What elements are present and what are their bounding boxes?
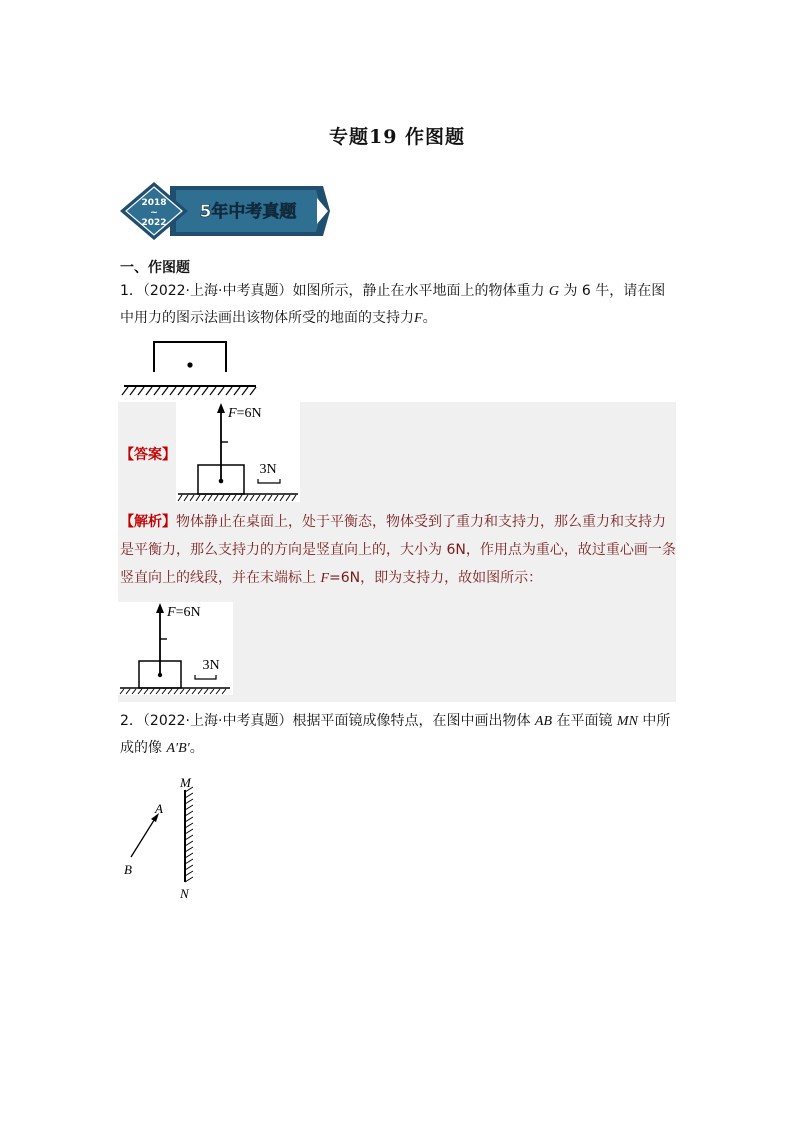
label-a: A bbox=[155, 801, 163, 816]
banner-year-start: 2018 bbox=[141, 198, 167, 208]
analysis-text bbox=[120, 508, 676, 593]
question-1 bbox=[120, 278, 676, 332]
label-m: M bbox=[180, 775, 191, 790]
banner-year-sep: ~ bbox=[150, 208, 158, 218]
analysis-force-label: F=6N bbox=[167, 605, 201, 620]
force-label: F=6N bbox=[228, 406, 262, 421]
analysis-center-dot bbox=[158, 673, 162, 677]
q2-text-c: 中所成的像 bbox=[120, 713, 671, 756]
q1-number: 1． bbox=[120, 283, 143, 299]
label-n: N bbox=[180, 886, 189, 901]
q2-text-d: 。 bbox=[189, 740, 204, 756]
analysis-scale-label: 3N bbox=[202, 658, 220, 673]
exam-banner bbox=[118, 180, 333, 242]
q1-var-g: G bbox=[548, 284, 560, 299]
q2-var-ab: AB bbox=[534, 714, 553, 729]
q1-figure bbox=[120, 340, 260, 372]
banner-label: 5年中考真题 bbox=[199, 202, 297, 222]
center-of-gravity-dot bbox=[219, 479, 224, 484]
answer-tag: 【答案】 bbox=[120, 447, 176, 463]
question-2 bbox=[120, 708, 676, 762]
analysis-var-f: F bbox=[320, 571, 330, 586]
q1-center-dot bbox=[187, 362, 192, 367]
q2-var-mn: MN bbox=[616, 714, 638, 729]
answer-figure bbox=[176, 402, 300, 502]
q2-figure bbox=[118, 772, 218, 902]
mirror-hatch bbox=[185, 787, 193, 882]
section-heading: 一、作图题 bbox=[120, 260, 190, 276]
object-ab-line bbox=[131, 817, 156, 857]
q1-text-b: 为 6 牛，请在图中用力的图示法画出该物体所受的地面的支持力 bbox=[120, 283, 666, 326]
q1-text-c: 。 bbox=[422, 310, 437, 326]
q1-source: （2022·上海·中考真题） bbox=[142, 283, 293, 299]
q2-text-a: 根据平面镜成像特点，在图中画出物体 bbox=[292, 713, 531, 729]
q1-ground bbox=[120, 384, 260, 398]
q2-text-b: 在平面镜 bbox=[556, 713, 613, 729]
q1-text-a: 如图所示，静止在水平地面上的物体重力 bbox=[292, 283, 545, 299]
analysis-text-a: 物体静止在桌面上，处于平衡态，物体受到了重力和支持力，那么重力和支持力是平衡力，那么支持力的方向是竖直向上的，大小为 6N，作用点为重心，故过重心画一条竖直向上的线段，并在末端标上 bbox=[120, 514, 676, 586]
analysis-text-b: =6N，即为支持力，故如图所示： bbox=[329, 570, 543, 586]
q1-var-f: F bbox=[414, 311, 423, 326]
banner-year-end: 2022 bbox=[141, 218, 167, 228]
page-title: 专题19 作图题 bbox=[328, 126, 466, 148]
analysis-tag: 【解析】 bbox=[120, 514, 176, 530]
analysis-figure bbox=[118, 602, 233, 695]
q2-number: 2． bbox=[120, 713, 143, 729]
label-b: B bbox=[124, 862, 132, 877]
scale-label: 3N bbox=[259, 462, 277, 477]
q2-source: （2022·上海·中考真题） bbox=[142, 713, 293, 729]
q2-var-img: A′B′ bbox=[166, 741, 190, 756]
